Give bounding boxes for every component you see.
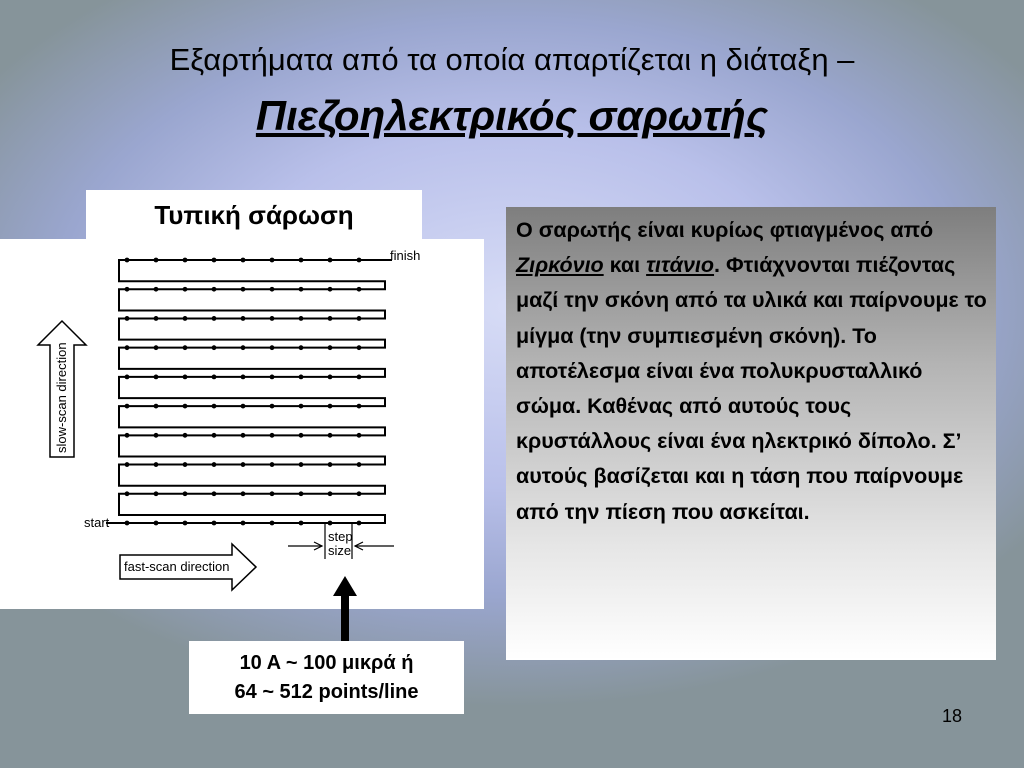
- sample-point: [212, 316, 217, 321]
- sample-point: [212, 404, 217, 409]
- sample-point: [212, 258, 217, 263]
- sample-point: [183, 287, 188, 292]
- sample-point: [357, 404, 362, 409]
- sample-point: [299, 345, 304, 350]
- sample-point: [270, 258, 275, 263]
- sample-point: [270, 404, 275, 409]
- sample-point: [299, 316, 304, 321]
- sample-point: [154, 462, 159, 467]
- sample-point: [125, 345, 130, 350]
- sample-point: [212, 491, 217, 496]
- sample-point: [270, 374, 275, 379]
- sample-point: [154, 345, 159, 350]
- sample-point: [270, 491, 275, 496]
- step-size-label-line2: size: [328, 543, 352, 558]
- start-label: start: [84, 515, 110, 530]
- sample-point: [270, 521, 275, 526]
- sample-point: [357, 258, 362, 263]
- sample-point: [357, 462, 362, 467]
- page-number: 18: [942, 706, 963, 726]
- sample-point: [328, 491, 333, 496]
- sample-point: [241, 316, 246, 321]
- resolution-callout: [189, 641, 464, 714]
- sample-point: [183, 491, 188, 496]
- sample-point: [183, 258, 188, 263]
- finish-label: finish: [390, 248, 421, 263]
- sample-point: [328, 345, 333, 350]
- description-paragraph: [516, 213, 988, 530]
- sample-point: [125, 258, 130, 263]
- zirconium-term: Ζιρκόνιο: [516, 253, 604, 278]
- sample-point: [212, 374, 217, 379]
- sample-point: [299, 374, 304, 379]
- sample-point: [183, 462, 188, 467]
- fast-scan-label: fast-scan direction: [124, 559, 230, 574]
- sample-point: [299, 462, 304, 467]
- sample-point: [125, 287, 130, 292]
- scan-diagram: [0, 239, 484, 609]
- sample-point: [270, 287, 275, 292]
- sample-point: [328, 258, 333, 263]
- sample-point: [270, 316, 275, 321]
- description-panel: [506, 207, 996, 660]
- sample-point: [357, 521, 362, 526]
- description-text-join: και: [603, 253, 647, 278]
- sample-point: [183, 521, 188, 526]
- sample-point: [357, 345, 362, 350]
- sample-point: [183, 345, 188, 350]
- sample-point: [125, 433, 130, 438]
- sample-point: [270, 433, 275, 438]
- callout-line2: 64 ~ 512 points/line: [234, 681, 419, 703]
- sample-point: [154, 433, 159, 438]
- sample-point: [154, 287, 159, 292]
- sample-point: [241, 462, 246, 467]
- sample-point: [183, 404, 188, 409]
- sample-point: [328, 433, 333, 438]
- sample-point: [357, 316, 362, 321]
- sample-point: [212, 345, 217, 350]
- sample-point: [328, 521, 333, 526]
- sample-point: [241, 287, 246, 292]
- sample-point: [299, 433, 304, 438]
- sample-point: [328, 374, 333, 379]
- diagram-heading: Τυπική σάρωση: [86, 190, 422, 240]
- sample-point: [183, 433, 188, 438]
- sample-point: [241, 433, 246, 438]
- sample-point: [328, 462, 333, 467]
- sample-point: [125, 491, 130, 496]
- slide-title-line1: Εξαρτήματα από τα οποία απαρτίζεται η διάταξη –: [169, 42, 855, 77]
- sample-point: [241, 491, 246, 496]
- sample-point: [125, 404, 130, 409]
- raster-scan-path: [106, 260, 392, 523]
- slow-scan-label: slow-scan direction: [54, 342, 69, 453]
- sample-point: [357, 433, 362, 438]
- sample-point: [241, 374, 246, 379]
- description-text-start: Ο σαρωτής είναι κυρίως φτιαγμένος από: [516, 218, 934, 242]
- sample-point: [328, 404, 333, 409]
- sample-point: [212, 287, 217, 292]
- sample-point: [241, 258, 246, 263]
- sample-point: [154, 374, 159, 379]
- sample-point: [154, 404, 159, 409]
- sample-point: [241, 345, 246, 350]
- step-size-label-line1: step: [328, 529, 353, 544]
- sample-point: [299, 491, 304, 496]
- sample-point: [125, 374, 130, 379]
- sample-point: [183, 374, 188, 379]
- sample-point: [154, 491, 159, 496]
- callout-pointer-arrow-icon: [330, 576, 360, 644]
- sample-point: [125, 462, 130, 467]
- scan-diagram-svg: [0, 239, 484, 609]
- sample-point: [154, 521, 159, 526]
- sample-point: [125, 521, 130, 526]
- sample-point: [357, 374, 362, 379]
- sample-point: [328, 287, 333, 292]
- sample-point: [212, 521, 217, 526]
- sample-point: [299, 404, 304, 409]
- sample-point: [270, 462, 275, 467]
- sample-point: [183, 316, 188, 321]
- slow-scan-arrow-icon: [38, 321, 86, 457]
- sample-point: [299, 287, 304, 292]
- sample-point: [154, 316, 159, 321]
- sample-point: [154, 258, 159, 263]
- raster-line: [119, 260, 385, 523]
- sample-point: [212, 433, 217, 438]
- sample-point: [299, 258, 304, 263]
- sample-point: [241, 404, 246, 409]
- sample-point: [270, 345, 275, 350]
- sample-point: [212, 462, 217, 467]
- titanium-term: τιτάνιο: [646, 253, 715, 278]
- sample-point: [357, 287, 362, 292]
- sample-point: [125, 316, 130, 321]
- description-text-rest: . Φτιάχνονται πιέζοντας μαζί την σκόνη από τα υλικά και παίρνουμε το μίγμα (την συμπιεσμένη σκόνη). Το αποτέλεσμα είναι ένα πολυκρυσταλλικό σώμα. Καθένας από αυτούς τους κρυστάλλους είναι ένα ηλεκτρικό δίπολο. Σ’ αυτούς βασίζεται και η τάση που παίρνουμε από την πίεση που ασκείται.: [516, 253, 987, 524]
- sample-point: [299, 521, 304, 526]
- sample-point: [328, 316, 333, 321]
- callout-line1: 10 A ~ 100 μικρά ή: [239, 652, 414, 674]
- sample-point: [241, 521, 246, 526]
- sample-point: [357, 491, 362, 496]
- slide-title-line2: Πιεζοηλεκτρικός σαρωτής: [255, 92, 769, 139]
- fast-scan-arrow-icon: [120, 544, 256, 590]
